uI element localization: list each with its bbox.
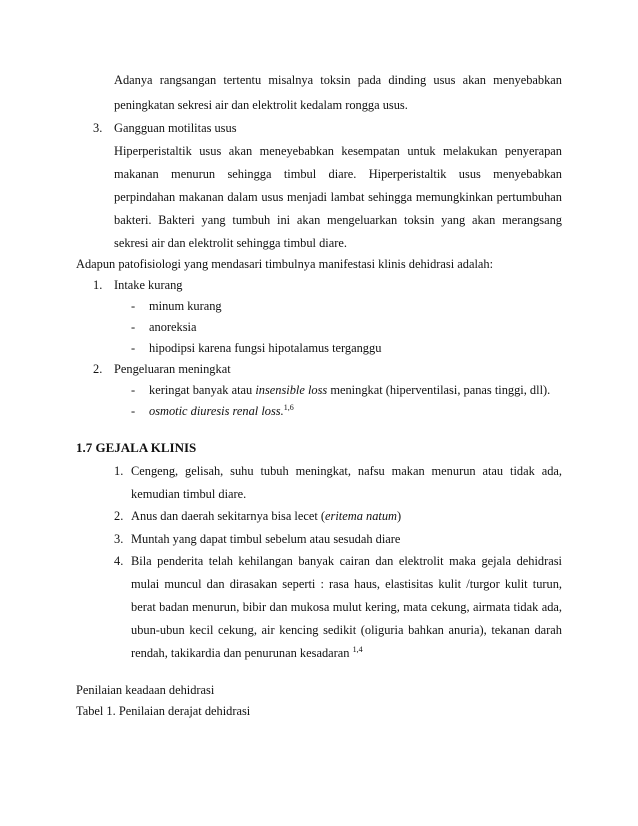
bullet-item: hipodipsi karena fungsi hipotalamus terganggu xyxy=(149,341,382,355)
bullet-dash: - xyxy=(131,320,136,334)
list-item-title: Pengeluaran meningkat xyxy=(114,362,231,376)
bullet-item: anoreksia xyxy=(149,320,197,334)
citation-superscript: 1,6 xyxy=(283,403,294,412)
list-number: 1. xyxy=(114,464,124,478)
symptom-text: Anus dan daerah sekitarnya bisa lecet ( xyxy=(131,509,326,523)
bullet-item xyxy=(149,382,550,398)
citation-superscript: 1,4 xyxy=(352,645,363,654)
list-number: 2. xyxy=(114,509,124,523)
list-number: 3. xyxy=(114,532,124,546)
list-number: 4. xyxy=(114,554,124,568)
paragraph-line: bakteri. Bakteri yang tumbuh ini akan mengeluarkan toksin yang akan merangsang xyxy=(114,213,562,227)
bullet-dash: - xyxy=(131,341,136,355)
bullet-item xyxy=(149,403,294,419)
intro-sentence: Adapun patofisiologi yang mendasari timbulnya manifestasi klinis dehidrasi adalah: xyxy=(76,257,494,271)
bullet-dash: - xyxy=(131,383,136,397)
list-item-title: Intake kurang xyxy=(114,278,183,292)
list-number: 1. xyxy=(93,278,103,292)
paragraph-line xyxy=(131,508,401,524)
bullet-text: keringat banyak atau xyxy=(149,383,256,397)
paragraph-line: berat badan menurun, bibir dan mukosa mulut kering, mata cekung, airmata tidak ada, xyxy=(131,600,562,614)
bullet-item: minum kurang xyxy=(149,299,222,313)
paragraph-line: makanan menurun sehingga timbul diare. Hiperperistaltik usus menyebabkan xyxy=(114,167,562,181)
paragraph-line: Hiperperistaltik usus akan meneyebabkan kesempatan untuk melakukan penyerapan xyxy=(114,144,562,158)
paragraph-line: Muntah yang dapat timbul sebelum atau sesudah diare xyxy=(131,532,401,546)
list-number: 3. xyxy=(93,121,103,135)
paragraph-line: Bila penderita telah kehilangan banyak cairan dan elektrolit maka gejala dehidrasi xyxy=(131,554,562,568)
paragraph-line: ubun-ubun kecil cekung, air kencing sedikit (oliguria bahkan anuria), tekanan darah xyxy=(131,623,562,637)
bullet-text: meningkat (hiperventilasi, panas tinggi, dll). xyxy=(327,383,551,397)
symptom-text: ) xyxy=(396,509,402,523)
paragraph-line: sekresi air dan elektrolit sehingga timbul diare. xyxy=(114,236,347,250)
section-heading: 1.7 GEJALA KLINIS xyxy=(76,440,197,455)
penilaian-label: Penilaian keadaan dehidrasi xyxy=(76,683,215,697)
bullet-dash: - xyxy=(131,404,136,418)
symptom-text: rendah, takikardia dan penurunan kesadaran xyxy=(131,646,350,660)
bullet-dash: - xyxy=(131,299,136,313)
paragraph-line: Adanya rangsangan tertentu misalnya toksin pada dinding usus akan menyebabkan xyxy=(114,73,562,87)
paragraph-line: kemudian timbul diare. xyxy=(131,487,247,501)
table-caption: Tabel 1. Penilaian derajat dehidrasi xyxy=(76,704,251,718)
list-item-title: Gangguan motilitas usus xyxy=(114,121,237,135)
paragraph-line: perpindahan makanan dalam usus menjadi lambat sehingga memungkinkan pertumbuhan xyxy=(114,190,562,204)
bullet-italic-term: osmotic diuresis renal loss. xyxy=(149,404,284,418)
paragraph-line: peningkatan sekresi air dan elektrolit kedalam rongga usus. xyxy=(114,98,408,112)
symptom-italic-term: eritema natum xyxy=(325,509,397,523)
bullet-italic-term: insensible loss xyxy=(255,383,328,397)
paragraph-line: Cengeng, gelisah, suhu tubuh meningkat, nafsu makan menurun atau tidak ada, xyxy=(131,464,562,478)
list-number: 2. xyxy=(93,362,103,376)
paragraph-line xyxy=(131,645,363,661)
paragraph-line: mulai muncul dan dirasakan seperti : rasa haus, elastisitas kulit /turgor kulit turun, xyxy=(131,577,562,591)
